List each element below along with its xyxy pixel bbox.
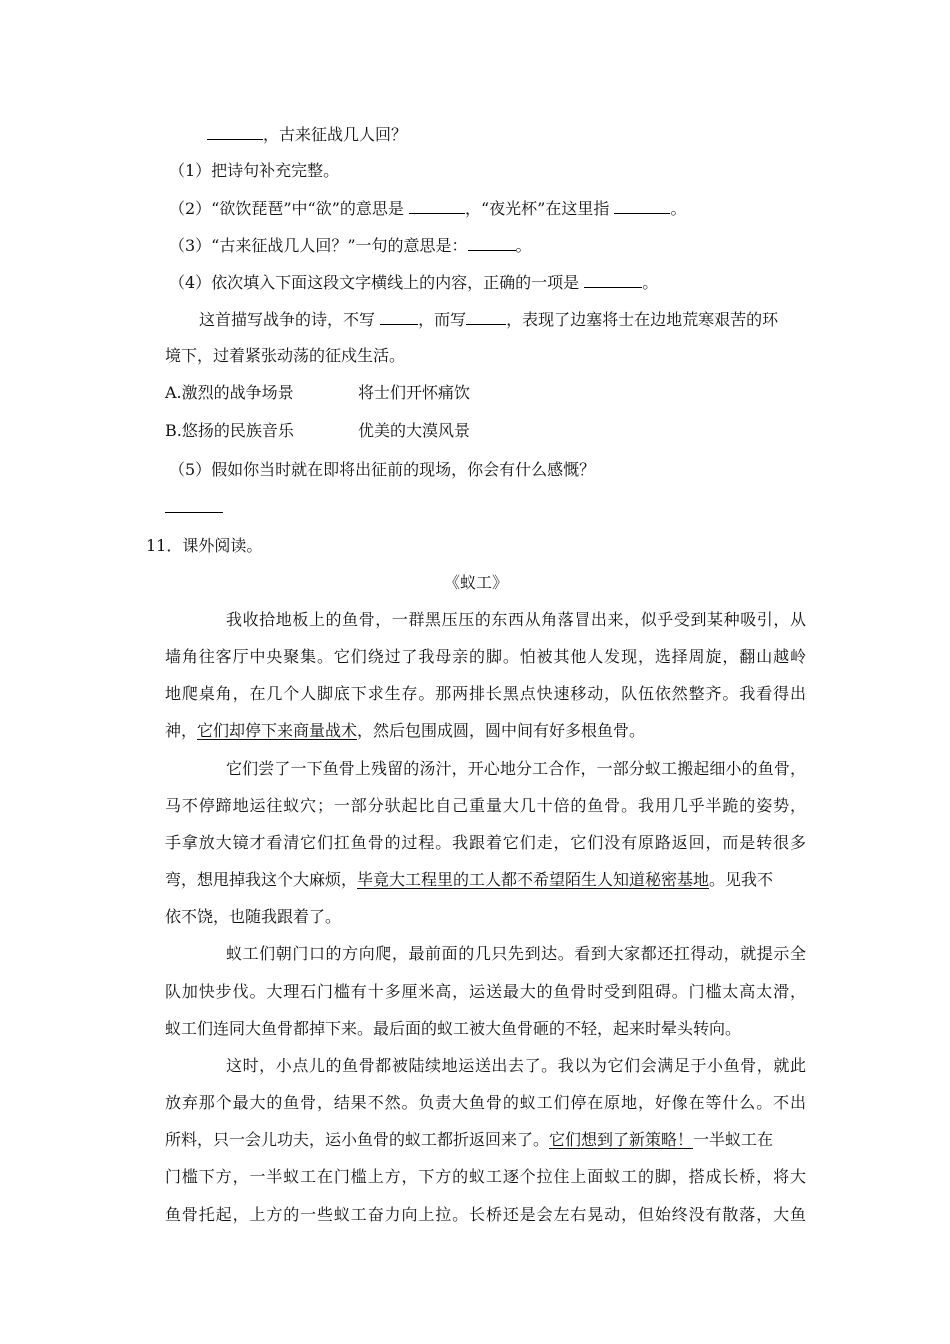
answer-blank[interactable] <box>466 308 506 325</box>
paragraph-3-line-2: 队加快步伐。大理石门槛有十多厘米高，运送最大的鱼骨时受到阻碍。门槛太高太滑， <box>165 982 806 1001</box>
underlined-sentence: 它们却停下来商量战术 <box>197 721 358 740</box>
option-b[interactable]: B.悠扬的民族音乐 <box>165 421 294 440</box>
question-1: （1）把诗句补充完整。 <box>169 161 340 180</box>
paragraph-4-line-4: 门槛下方，一半蚁工在门槛上方，下方的蚁工逐个拉住上面蚁工的脚，搭成长桥，将大 <box>165 1167 806 1186</box>
paragraph-4-line-2: 放弃那个最大的鱼骨，结果不然。负责大鱼骨的蚁工们停在原地，好像在等什么。不出 <box>165 1093 806 1112</box>
answer-blank[interactable] <box>584 271 642 288</box>
paragraph-2-line-4: 弯，想甩掉我这个大麻烦，毕竟大工程里的工人都不希望陌生人知道秘密基地。见我不 <box>165 870 774 889</box>
paragraph-4-line-5: 鱼骨托起，上方的一些蚁工奋力向上拉。长桥还是会左右晃动，但始终没有散落，大鱼 <box>165 1205 806 1224</box>
paragraph-2-line-5: 依不饶，也随我跟着了。 <box>165 907 342 926</box>
paragraph-4-line-1: 这时，小点儿的鱼骨都被陆续地运送出去了。我以为它们会满足于小鱼骨，就此 <box>226 1056 806 1075</box>
option-a-second-part: 将士们开怀痛饮 <box>358 383 471 402</box>
answer-blank[interactable] <box>409 197 465 214</box>
answer-blank[interactable] <box>380 308 418 325</box>
underlined-sentence: 它们想到了新策略！ <box>549 1130 694 1149</box>
paragraph-1-line-4: 神，它们却停下来商量战术，然后包围成圆，圆中间有好多根鱼骨。 <box>165 721 646 740</box>
question-4: （4）依次填入下面这段文字横线上的内容，正确的一项是 。 <box>169 273 659 292</box>
paragraph-3-line-1: 蚁工们朝门口的方向爬，最前面的几只先到达。看到大家都还扛得动，就提示全 <box>226 944 806 963</box>
answer-blank[interactable] <box>614 197 670 214</box>
paragraph-2-line-2: 马不停蹄地运往蚁穴；一部分驮起比自己重量大几十倍的鱼骨。我用几乎半跪的姿势， <box>165 796 806 815</box>
answer-blank[interactable] <box>207 123 263 140</box>
paragraph-1-line-3: 地爬桌角，在几个人脚底下求生存。那两排长黑点快速移动，队伍依然整齐。我看得出 <box>165 684 806 703</box>
poem-line: ，古来征战几人回？ <box>207 123 407 146</box>
paragraph-1-line-1: 我收拾地板上的鱼骨，一群黑压压的东西从角落冒出来，似乎受到某种吸引，从 <box>226 610 806 629</box>
option-b-second-part: 优美的大漠风景 <box>358 421 471 440</box>
passage-title: 《蚁工》 <box>444 573 509 592</box>
paragraph-1-line-2: 墙角往客厅中央聚集。它们绕过了我母亲的脚。怕被其他人发现，选择周旋，翻山越岭 <box>165 647 806 666</box>
question-4-passage-line-1: 这首描写战争的诗，不写 ，而写 ，表现了边塞将士在边地荒寒艰苦的环 <box>199 310 779 329</box>
paragraph-3-line-3: 蚁工们连同大鱼骨都掉下来。最后面的蚁工被大鱼骨砸的不轻，起来时晕头转向。 <box>165 1019 742 1038</box>
question-2: （2）“欲饮琵琶”中“欲”的意思是 ，“夜光杯”在这里指 。 <box>169 199 687 218</box>
paragraph-4-line-3: 所料，只一会儿功夫，运小鱼骨的蚁工都折返回来了。它们想到了新策略！一半蚁工在 <box>165 1130 774 1149</box>
paragraph-2-line-1: 它们尝了一下鱼骨上残留的汤汁，开心地分工合作，一部分蚁工搬起细小的鱼骨， <box>226 759 806 778</box>
question-11: 11．课外阅读。 <box>146 536 263 555</box>
underlined-sentence: 毕竟大工程里的工人都不希望陌生人知道秘密基地 <box>357 870 710 889</box>
question-4-passage-line-2: 境下，过着紧张动荡的征戍生活。 <box>165 346 406 365</box>
paragraph-2-line-3: 手拿放大镜才看清它们扛鱼骨的过程。我跟着它们走，它们没有原路返回，而是转很多 <box>165 833 806 852</box>
answer-blank[interactable] <box>165 512 223 513</box>
option-a[interactable]: A.激烈的战争场景 <box>165 383 294 402</box>
question-5: （5）假如你当时就在即将出征前的现场，你会有什么感慨？ <box>169 460 596 479</box>
question-3: （3）“古来征战几人回？”一句的意思是： 。 <box>169 236 532 255</box>
answer-blank[interactable] <box>468 234 516 251</box>
